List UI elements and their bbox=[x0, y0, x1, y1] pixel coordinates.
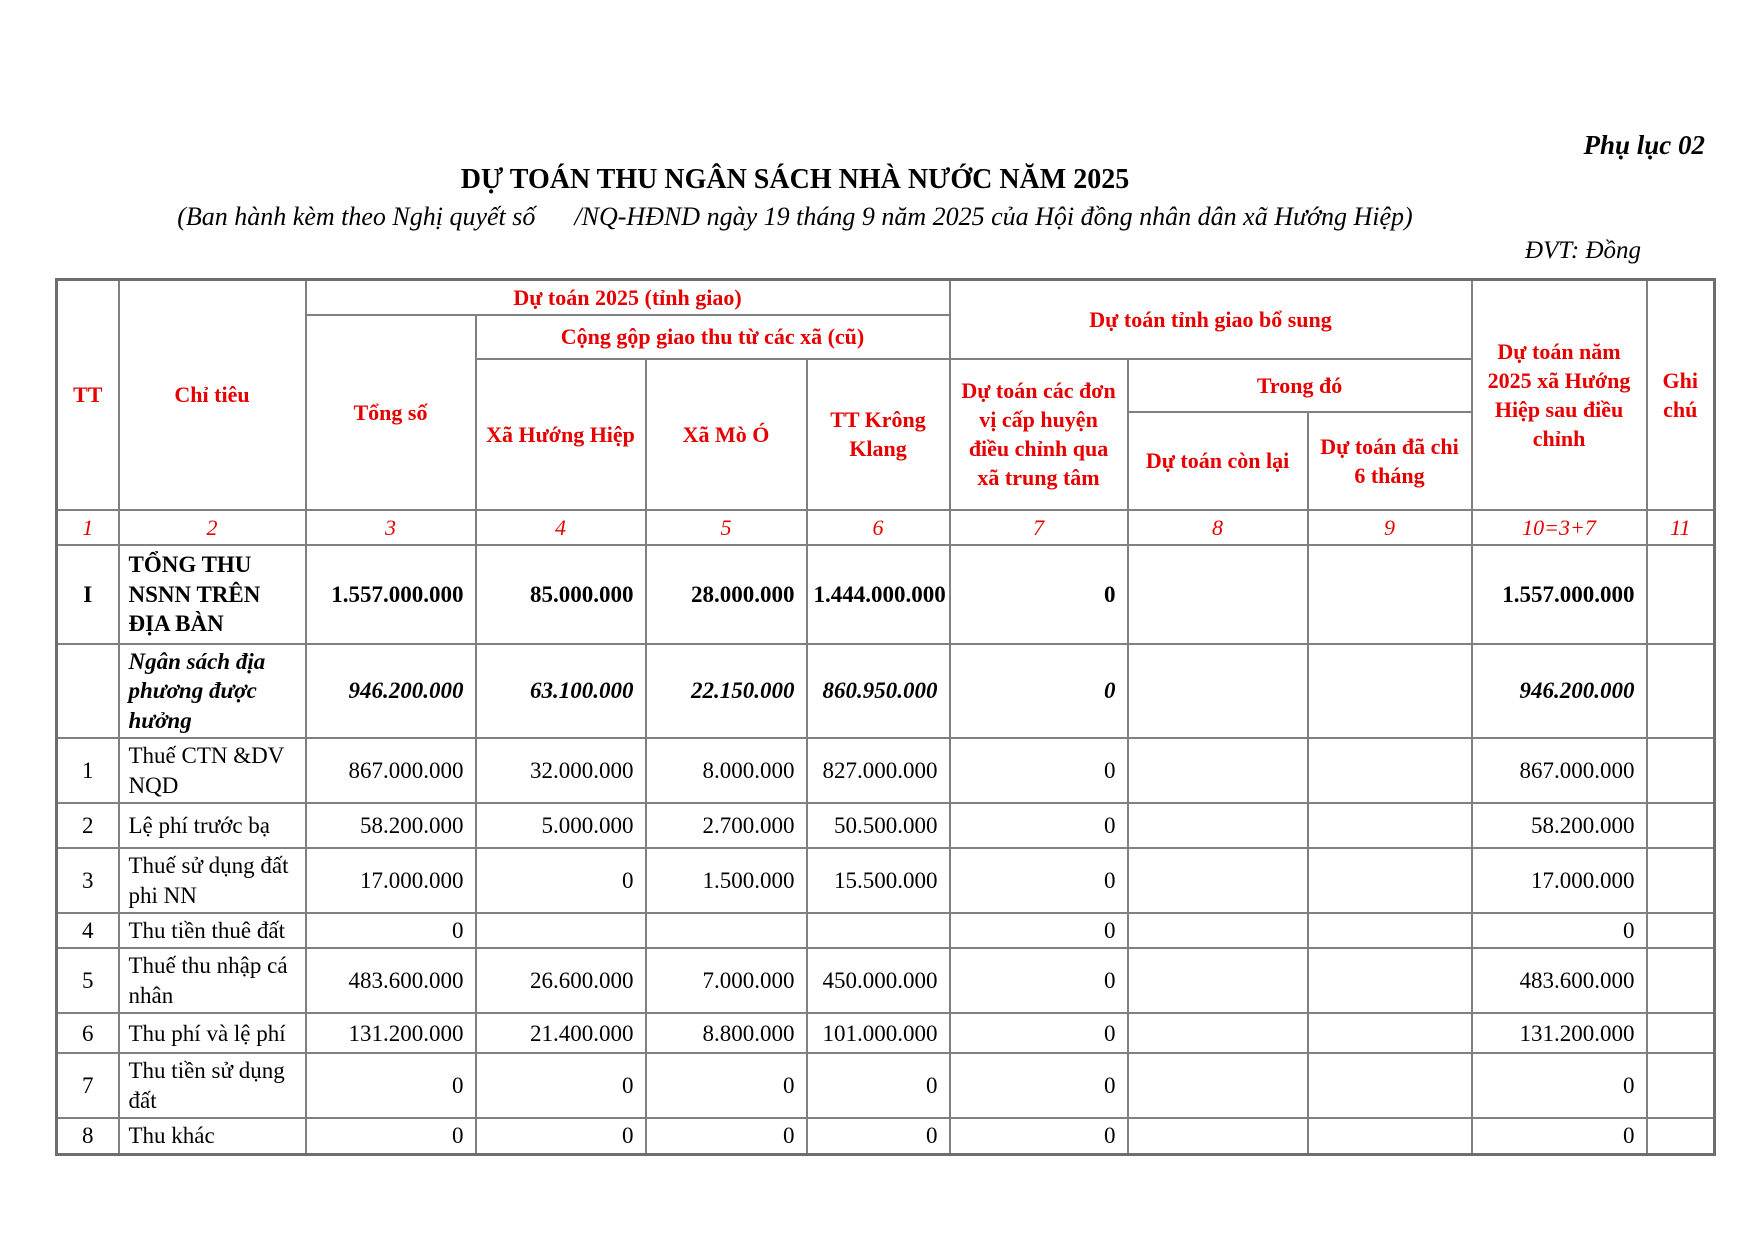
row-tt bbox=[57, 644, 119, 738]
cell-tong-so: 483.600.000 bbox=[306, 948, 476, 1013]
cell-ghi-chu bbox=[1647, 545, 1715, 644]
cell-tt-krong-klang: 15.500.000 bbox=[807, 848, 950, 913]
cell-don-vi-cap-huyen: 0 bbox=[950, 803, 1128, 848]
cell-xa-mo-o: 8.800.000 bbox=[646, 1013, 807, 1053]
cell-don-vi-cap-huyen: 0 bbox=[950, 913, 1128, 948]
row-label: Thu tiền sử dụng đất bbox=[119, 1053, 306, 1118]
cell-xa-mo-o: 22.150.000 bbox=[646, 644, 807, 738]
column-number-9: 9 bbox=[1308, 510, 1472, 545]
cell-ghi-chu bbox=[1647, 1013, 1715, 1053]
cell-ghi-chu bbox=[1647, 738, 1715, 803]
cell-sau-dieu-chinh: 483.600.000 bbox=[1472, 948, 1647, 1013]
page-subtitle: (Ban hành kèm theo Nghị quyết số /NQ-HĐND ngày 19 tháng 9 năm 2025 của Hội đồng nhân dân xã Hướng Hiệp) bbox=[177, 202, 1413, 232]
cell-xa-mo-o: 7.000.000 bbox=[646, 948, 807, 1013]
cell-sau-dieu-chinh: 58.200.000 bbox=[1472, 803, 1647, 848]
col-header-du-toan-con-lai: Dự toán còn lại bbox=[1128, 412, 1308, 510]
table-row-thu-tien-thue-dat bbox=[57, 913, 1715, 948]
column-number-2: 2 bbox=[119, 510, 306, 545]
document-content bbox=[55, 0, 1713, 1156]
column-number-4: 4 bbox=[476, 510, 646, 545]
row-tt: 2 bbox=[57, 803, 119, 848]
cell-da-chi-6-thang bbox=[1308, 848, 1472, 913]
col-header-chi-tieu: Chỉ tiêu bbox=[119, 279, 306, 510]
row-tt: 7 bbox=[57, 1053, 119, 1118]
col-header-ghi-chu: Ghi chú bbox=[1647, 279, 1715, 510]
cell-da-chi-6-thang bbox=[1308, 1118, 1472, 1154]
cell-sau-dieu-chinh: 946.200.000 bbox=[1472, 644, 1647, 738]
cell-tong-so: 0 bbox=[306, 1118, 476, 1154]
cell-da-chi-6-thang bbox=[1308, 948, 1472, 1013]
column-number-5: 5 bbox=[646, 510, 807, 545]
col-header-xa-huong-hiep: Xã Hướng Hiệp bbox=[476, 359, 646, 510]
cell-da-chi-6-thang bbox=[1308, 803, 1472, 848]
cell-xa-mo-o: 28.000.000 bbox=[646, 545, 807, 644]
cell-sau-dieu-chinh: 1.557.000.000 bbox=[1472, 545, 1647, 644]
col-header-trong-do: Trong đó bbox=[1128, 359, 1472, 412]
cell-tong-so: 58.200.000 bbox=[306, 803, 476, 848]
cell-xa-mo-o: 8.000.000 bbox=[646, 738, 807, 803]
cell-du-toan-con-lai bbox=[1128, 848, 1308, 913]
cell-du-toan-con-lai bbox=[1128, 803, 1308, 848]
row-label: Lệ phí trước bạ bbox=[119, 803, 306, 848]
cell-du-toan-con-lai bbox=[1128, 1053, 1308, 1118]
cell-da-chi-6-thang bbox=[1308, 913, 1472, 948]
cell-du-toan-con-lai bbox=[1128, 1013, 1308, 1053]
cell-xa-huong-hiep: 85.000.000 bbox=[476, 545, 646, 644]
col-header-du-toan-da-chi-6-thang: Dự toán đã chi 6 tháng bbox=[1308, 412, 1472, 510]
table-row-thue-ctn-dv-nqd bbox=[57, 738, 1715, 803]
cell-tong-so: 131.200.000 bbox=[306, 1013, 476, 1053]
column-number-11: 11 bbox=[1647, 510, 1715, 545]
cell-tt-krong-klang: 827.000.000 bbox=[807, 738, 950, 803]
cell-ghi-chu bbox=[1647, 1053, 1715, 1118]
cell-ghi-chu bbox=[1647, 1118, 1715, 1154]
row-tt: 6 bbox=[57, 1013, 119, 1053]
column-number-10: 10=3+7 bbox=[1472, 510, 1647, 545]
cell-xa-huong-hiep bbox=[476, 913, 646, 948]
cell-du-toan-con-lai bbox=[1128, 948, 1308, 1013]
col-header-cong-gop-giao-thu: Cộng gộp giao thu từ các xã (cũ) bbox=[476, 315, 950, 359]
cell-sau-dieu-chinh: 0 bbox=[1472, 913, 1647, 948]
table-row-thu-tien-su-dung-dat bbox=[57, 1053, 1715, 1118]
cell-don-vi-cap-huyen: 0 bbox=[950, 545, 1128, 644]
cell-xa-huong-hiep: 32.000.000 bbox=[476, 738, 646, 803]
cell-xa-huong-hiep: 26.600.000 bbox=[476, 948, 646, 1013]
cell-tong-so: 17.000.000 bbox=[306, 848, 476, 913]
cell-xa-mo-o: 1.500.000 bbox=[646, 848, 807, 913]
cell-tong-so: 0 bbox=[306, 913, 476, 948]
table-row-ngan-sach-dia-phuong bbox=[57, 644, 1715, 738]
cell-ghi-chu bbox=[1647, 644, 1715, 738]
row-label: Thu khác bbox=[119, 1118, 306, 1154]
cell-tong-so: 946.200.000 bbox=[306, 644, 476, 738]
cell-sau-dieu-chinh: 0 bbox=[1472, 1053, 1647, 1118]
row-label: Thuế CTN &DV NQD bbox=[119, 738, 306, 803]
cell-tt-krong-klang: 450.000.000 bbox=[807, 948, 950, 1013]
cell-sau-dieu-chinh: 867.000.000 bbox=[1472, 738, 1647, 803]
page-title: DỰ TOÁN THU NGÂN SÁCH NHÀ NƯỚC NĂM 2025 bbox=[460, 164, 1130, 196]
cell-don-vi-cap-huyen: 0 bbox=[950, 948, 1128, 1013]
cell-da-chi-6-thang bbox=[1308, 1013, 1472, 1053]
col-header-xa-mo-o: Xã Mò Ó bbox=[646, 359, 807, 510]
cell-tong-so: 1.557.000.000 bbox=[306, 545, 476, 644]
col-header-du-toan-tinh-giao-bo-sung: Dự toán tỉnh giao bổ sung bbox=[950, 279, 1472, 359]
cell-xa-huong-hiep: 0 bbox=[476, 848, 646, 913]
table-row-thu-khac bbox=[57, 1118, 1715, 1154]
column-number-6: 6 bbox=[807, 510, 950, 545]
cell-sau-dieu-chinh: 131.200.000 bbox=[1472, 1013, 1647, 1053]
cell-tt-krong-klang: 101.000.000 bbox=[807, 1013, 950, 1053]
cell-du-toan-con-lai bbox=[1128, 913, 1308, 948]
row-label: Thu tiền thuê đất bbox=[119, 913, 306, 948]
cell-don-vi-cap-huyen: 0 bbox=[950, 1013, 1128, 1053]
cell-tong-so: 0 bbox=[306, 1053, 476, 1118]
cell-tt-krong-klang: 1.444.000.000 bbox=[807, 545, 950, 644]
cell-da-chi-6-thang bbox=[1308, 545, 1472, 644]
cell-du-toan-con-lai bbox=[1128, 1118, 1308, 1154]
row-tt: 5 bbox=[57, 948, 119, 1013]
cell-da-chi-6-thang bbox=[1308, 644, 1472, 738]
col-header-tt-krong-klang: TT Krông Klang bbox=[807, 359, 950, 510]
column-number-row bbox=[57, 510, 1715, 545]
cell-tt-krong-klang: 50.500.000 bbox=[807, 803, 950, 848]
table-row-thue-thu-nhap-ca-nhan bbox=[57, 948, 1715, 1013]
row-tt: 3 bbox=[57, 848, 119, 913]
col-header-du-toan-2025-tinh-giao: Dự toán 2025 (tỉnh giao) bbox=[306, 279, 950, 315]
cell-ghi-chu bbox=[1647, 948, 1715, 1013]
cell-tt-krong-klang bbox=[807, 913, 950, 948]
table-row-tong-thu bbox=[57, 545, 1715, 644]
row-label: TỔNG THU NSNN TRÊN ĐỊA BÀN bbox=[119, 545, 306, 644]
cell-don-vi-cap-huyen: 0 bbox=[950, 1053, 1128, 1118]
cell-sau-dieu-chinh: 17.000.000 bbox=[1472, 848, 1647, 913]
table-row-thu-phi-va-le-phi bbox=[57, 1013, 1715, 1053]
cell-da-chi-6-thang bbox=[1308, 738, 1472, 803]
row-label: Ngân sách địa phương được hưởng bbox=[119, 644, 306, 738]
cell-don-vi-cap-huyen: 0 bbox=[950, 738, 1128, 803]
cell-xa-huong-hiep: 0 bbox=[476, 1053, 646, 1118]
cell-xa-mo-o: 0 bbox=[646, 1118, 807, 1154]
cell-xa-huong-hiep: 0 bbox=[476, 1118, 646, 1154]
table-row-thue-su-dung-dat-phi-nn bbox=[57, 848, 1715, 913]
row-tt: 8 bbox=[57, 1118, 119, 1154]
cell-xa-mo-o: 2.700.000 bbox=[646, 803, 807, 848]
table-row-le-phi-truoc-ba bbox=[57, 803, 1715, 848]
cell-tt-krong-klang: 0 bbox=[807, 1118, 950, 1154]
column-number-1: 1 bbox=[57, 510, 119, 545]
col-header-tt: TT bbox=[57, 279, 119, 510]
col-header-du-toan-sau-dieu-chinh: Dự toán năm 2025 xã Hướng Hiệp sau điều chỉnh bbox=[1472, 279, 1647, 510]
unit-label: ĐVT: Đồng bbox=[1525, 237, 1641, 265]
cell-ghi-chu bbox=[1647, 848, 1715, 913]
cell-xa-huong-hiep: 5.000.000 bbox=[476, 803, 646, 848]
cell-du-toan-con-lai bbox=[1128, 644, 1308, 738]
row-label: Thuế thu nhập cá nhân bbox=[119, 948, 306, 1013]
cell-da-chi-6-thang bbox=[1308, 1053, 1472, 1118]
cell-tong-so: 867.000.000 bbox=[306, 738, 476, 803]
column-number-7: 7 bbox=[950, 510, 1128, 545]
cell-ghi-chu bbox=[1647, 913, 1715, 948]
budget-table bbox=[55, 278, 1716, 1156]
cell-don-vi-cap-huyen: 0 bbox=[950, 1118, 1128, 1154]
cell-xa-mo-o: 0 bbox=[646, 1053, 807, 1118]
row-label: Thuế sử dụng đất phi NN bbox=[119, 848, 306, 913]
cell-xa-mo-o bbox=[646, 913, 807, 948]
row-tt: 1 bbox=[57, 738, 119, 803]
appendix-label: Phụ lục 02 bbox=[1583, 130, 1705, 160]
column-number-3: 3 bbox=[306, 510, 476, 545]
column-number-8: 8 bbox=[1128, 510, 1308, 545]
row-label: Thu phí và lệ phí bbox=[119, 1013, 306, 1053]
row-tt: I bbox=[57, 545, 119, 644]
cell-don-vi-cap-huyen: 0 bbox=[950, 644, 1128, 738]
cell-du-toan-con-lai bbox=[1128, 738, 1308, 803]
cell-xa-huong-hiep: 63.100.000 bbox=[476, 644, 646, 738]
cell-xa-huong-hiep: 21.400.000 bbox=[476, 1013, 646, 1053]
cell-don-vi-cap-huyen: 0 bbox=[950, 848, 1128, 913]
col-header-tong-so: Tổng số bbox=[306, 315, 476, 510]
title-block bbox=[55, 164, 1535, 232]
col-header-du-toan-don-vi-cap-huyen: Dự toán các đơn vị cấp huyện điều chỉnh qua xã trung tâm bbox=[950, 359, 1128, 510]
cell-du-toan-con-lai bbox=[1128, 545, 1308, 644]
row-tt: 4 bbox=[57, 913, 119, 948]
cell-tt-krong-klang: 0 bbox=[807, 1053, 950, 1118]
cell-ghi-chu bbox=[1647, 803, 1715, 848]
cell-tt-krong-klang: 860.950.000 bbox=[807, 644, 950, 738]
header-row-1 bbox=[57, 279, 1715, 315]
cell-sau-dieu-chinh: 0 bbox=[1472, 1118, 1647, 1154]
